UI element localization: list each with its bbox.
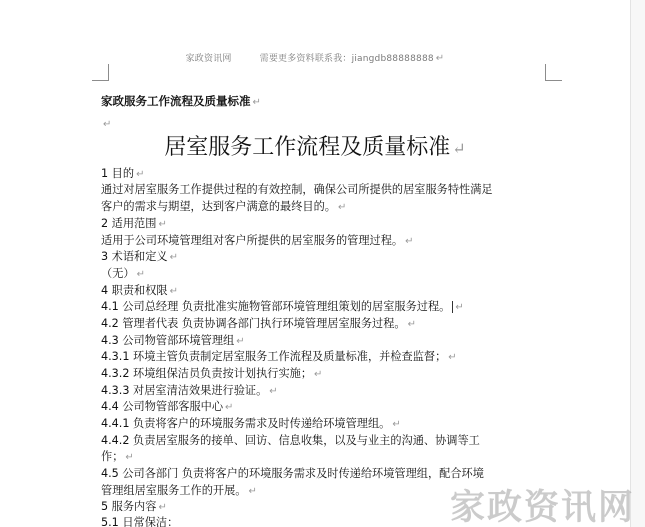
body-line[interactable]: 4.4.2 负责居室服务的接单、回访、信息收集，以及与业主的沟通、协调等工 <box>101 434 480 447</box>
body-line[interactable]: 管理组居室服务工作的开展。 ↵ <box>101 484 257 497</box>
document-heading[interactable]: 家政服务工作流程及质量标准 ↵ <box>101 94 261 108</box>
paragraph-mark-icon: ↵ <box>158 502 167 513</box>
paragraph-mark-icon: ↵ <box>158 219 167 230</box>
body-line[interactable]: 4.3.3 对居室清洁效果进行验证。 ↵ <box>101 384 278 397</box>
page-header <box>0 51 630 64</box>
body-line[interactable]: 4 职责和权限 ↵ <box>101 284 179 297</box>
header-left-text: 家政资讯网 <box>185 54 232 64</box>
body-line[interactable]: 4.2 管理者代表 负责协调各部门执行环境管理居室服务过程。 ↵ <box>101 317 416 330</box>
header-right-text: 需要更多资料联系我：jiangdb88888888 <box>259 54 434 64</box>
vertical-scrollbar[interactable] <box>630 0 645 527</box>
paragraph-mark-icon: ↵ <box>136 269 145 280</box>
paragraph-mark-icon: ↵ <box>252 97 261 108</box>
main-title[interactable]: 居室服务工作流程及质量标准 ↵ <box>164 135 466 160</box>
body-line[interactable]: 作； ↵ <box>101 450 134 463</box>
margin-corner-marker <box>92 64 109 81</box>
paragraph-mark-icon: ↵ <box>125 452 134 463</box>
body-line[interactable]: 通过对居室服务工作提供过程的有效控制，确保公司所提供的居室服务特性满足 <box>101 183 493 196</box>
paragraph-mark-icon: ↵ <box>169 252 179 263</box>
paragraph-mark-icon: ↵ <box>248 486 257 497</box>
paragraph-mark-icon: ↵ <box>392 419 401 430</box>
paragraph-mark-icon: ↵ <box>405 236 414 247</box>
paragraph-mark-icon: ↵ <box>435 53 445 64</box>
body-line[interactable]: 4.3 公司物管部环境管理组 ↵ <box>101 334 245 347</box>
body-line[interactable]: （无） ↵ <box>101 267 145 280</box>
body-line[interactable]: 4.1 公司总经理 负责批准实施物管部环境管理组策划的居室服务过程。 ↵ <box>101 300 464 313</box>
body-line[interactable]: 4.5 公司各部门 负责将客户的环境服务需求及时传递给环境管理组，配合环境 <box>101 467 484 480</box>
body-line[interactable]: 5 服务内容 ↵ <box>101 500 167 513</box>
paragraph-mark-icon: ↵ <box>407 319 416 330</box>
watermark-logo: 家政资讯网 <box>449 488 635 527</box>
paragraph-mark-icon: ↵ <box>225 402 234 413</box>
body-line[interactable]: 客户的需求与期望，达到客户满意的最终目的。 ↵ <box>101 200 347 213</box>
body-line[interactable]: 4.3.1 环境主管负责制定居室服务工作流程及质量标准，并检查监督； ↵ <box>101 350 457 363</box>
paragraph-mark-icon: ↵ <box>269 386 278 397</box>
paragraph-mark-icon: ↵ <box>136 169 145 180</box>
body-line[interactable]: 4.4.1 负责将客户的环境服务需求及时传递给环境管理组。 ↵ <box>101 417 401 430</box>
body-line[interactable]: 2 适用范围 ↵ <box>101 217 167 230</box>
paragraph-mark-icon: ↵ <box>236 336 245 347</box>
paragraph-mark-icon: ↵ <box>103 119 112 130</box>
paragraph-mark-icon: ↵ <box>337 202 347 213</box>
body-line[interactable]: 4.3.2 环境组保洁员负责按计划执行实施； ↵ <box>101 367 323 380</box>
paragraph-mark-icon: ↵ <box>314 369 323 380</box>
paragraph-mark-icon: ↵ <box>455 302 464 313</box>
margin-corner-marker <box>545 64 562 81</box>
body-line[interactable]: 适用于公司环境管理组对客户所提供的居室服务的管理过程。 ↵ <box>101 234 414 247</box>
text-cursor <box>452 301 453 313</box>
paragraph-mark-icon: ↵ <box>448 352 457 363</box>
empty-paragraph[interactable] <box>101 116 111 133</box>
body-line[interactable]: 4.4 公司物管部客服中心 ↵ <box>101 400 234 413</box>
paragraph-mark-icon: ↵ <box>169 286 179 297</box>
body-line[interactable]: 3 术语和定义 ↵ <box>101 250 179 263</box>
body-line[interactable]: 5.1 日常保洁： <box>101 516 179 527</box>
body-line[interactable]: 1 目的 ↵ <box>101 167 145 180</box>
paragraph-mark-icon: ↵ <box>452 139 466 158</box>
